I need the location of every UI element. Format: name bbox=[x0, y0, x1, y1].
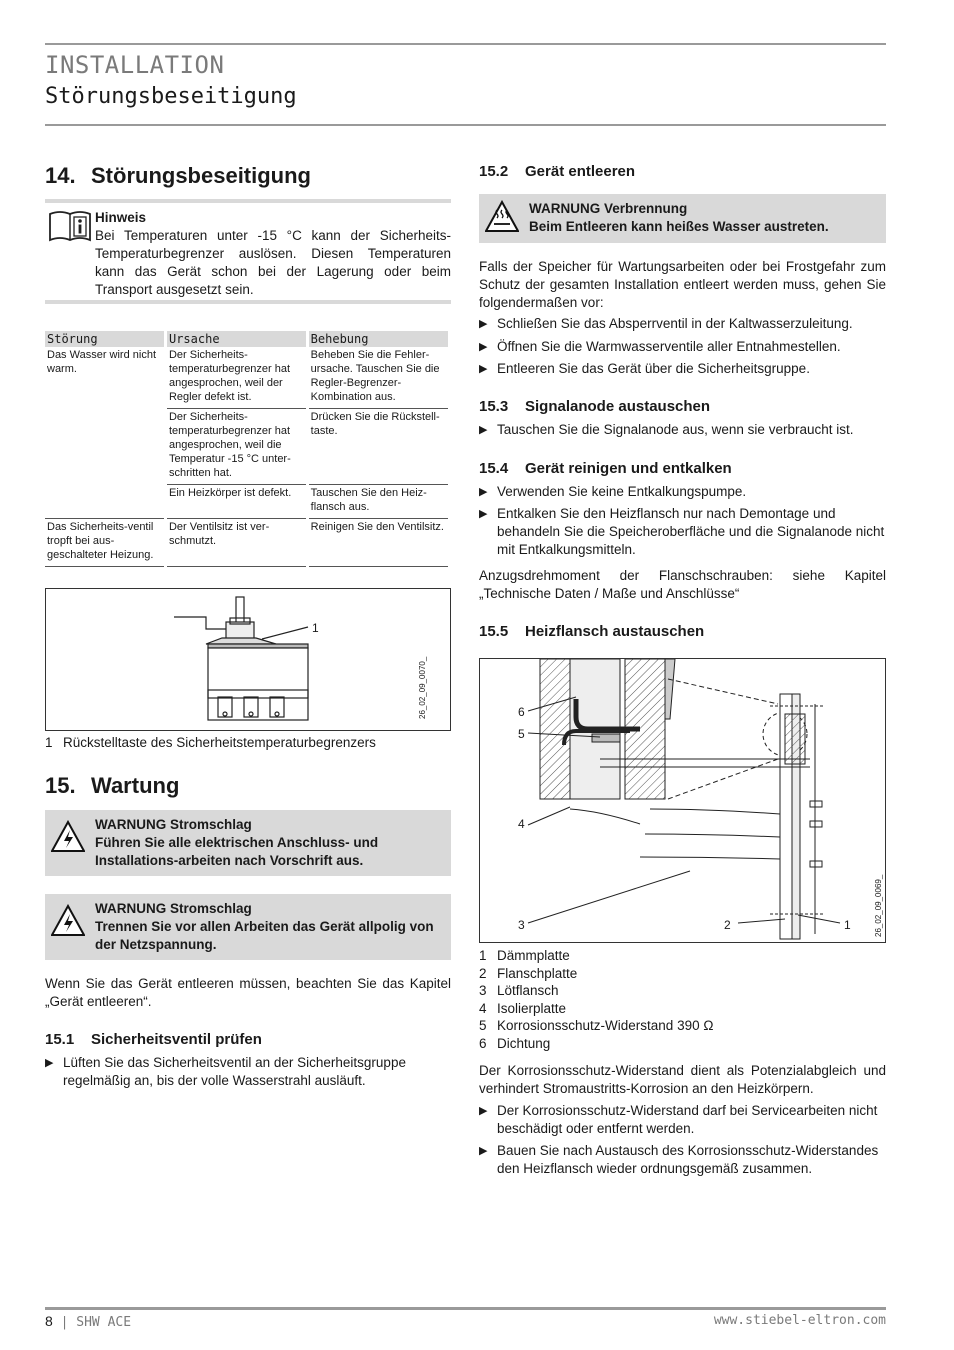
section-15-4-heading: 15.4 Gerät reinigen und entkalken bbox=[479, 460, 732, 477]
info-book-icon bbox=[48, 210, 92, 244]
warning-1-title: WARNUNG Stromschlag bbox=[95, 817, 252, 832]
section-15-intro: Wenn Sie das Gerät entleeren müssen, beachten Sie das Kapitel „Gerät entleeren“. bbox=[45, 976, 451, 1009]
table-row bbox=[45, 485, 450, 519]
list-item: ▶ Verwenden Sie keine Entkalkungspumpe. bbox=[479, 484, 747, 499]
bullet-arrow-icon: ▶ bbox=[479, 1145, 488, 1157]
table-header-cell: Ursache bbox=[165, 331, 307, 347]
section-15-5-heading: 15.5 Heizflansch austauschen bbox=[479, 623, 705, 640]
list-item: 5 Korrosionsschutz-Widerstand 390 Ω bbox=[479, 1018, 714, 1033]
list-item: ▶ Tauschen Sie die Signalanode aus, wenn sie verbraucht ist. bbox=[479, 422, 854, 437]
torque-note: Anzugsdrehmoment der Flanschschrauben: siehe Kapitel „Technische Daten / Maße und Anschlüsse“ bbox=[479, 568, 886, 601]
thermostat-legend: 1 Rückstelltaste des Sicherheitstemperaturbegrenzers bbox=[45, 735, 376, 750]
section-14-heading: 14. Störungsbeseitigung bbox=[45, 163, 311, 188]
thermostat-drawing bbox=[46, 589, 450, 730]
bullet-arrow-icon: ▶ bbox=[479, 424, 488, 436]
flange-callout-3: 3 bbox=[518, 918, 525, 932]
table-header-cell: Behebung bbox=[307, 331, 449, 347]
thermostat-figure-code: 26_02_09_0070_ bbox=[418, 656, 427, 719]
list-item: 3 Lötflansch bbox=[479, 983, 559, 998]
section-15-2-intro: Falls der Speicher für Wartungsarbeiten oder bei Frostgefahr zum Schutz der gesamten Installation entleert werden muss, gehen Sie folgendermaßen vor: bbox=[479, 259, 886, 310]
header-bottom-rule bbox=[45, 124, 886, 126]
hot-surface-warning-icon bbox=[485, 200, 519, 234]
table-header-row bbox=[45, 331, 450, 347]
bullet-arrow-icon: ▶ bbox=[479, 363, 488, 375]
fault-table bbox=[45, 331, 451, 567]
table-cell: Der Sicherheits-temperaturbegrenzer hat angesprochen, weil die Temperatur -15 °C unter-schritten hat. bbox=[165, 409, 307, 485]
section-15-3-heading: 15.3 Signalanode austauschen bbox=[479, 398, 711, 415]
table-cell: Der Sicherheits-temperaturbegrenzer hat angesprochen, weil der Regler defekt ist. bbox=[165, 347, 307, 409]
table-cell: Beheben Sie die Fehler-ursache. Tauschen Sie die Regler-Begrenzer-Kombination aus. bbox=[307, 347, 449, 409]
page-number: 8 bbox=[45, 1313, 53, 1329]
flange-legend bbox=[479, 947, 886, 1052]
table-header-cell: Störung bbox=[45, 331, 165, 347]
heating-flange-drawing bbox=[480, 659, 885, 942]
flange-callout-1: 1 bbox=[844, 918, 851, 932]
corrosion-paragraph: Der Korrosionsschutz-Widerstand dient als Potenzialabgleich und verhindert Stromaustritts-Korrosion an den Heizkörpern. bbox=[479, 1063, 886, 1096]
list-item: ▶ Der Korrosionsschutz-Widerstand darf bei Servicearbeiten nicht beschädigt oder entfernt werden. bbox=[479, 1103, 878, 1136]
warning-electric-1 bbox=[45, 810, 451, 876]
list-item: ▶ Entkalken Sie den Heizflansch nur nach Demontage und behandeln Sie die Speicheroberfläche und die Signalanode nicht mit Entkalkungsmitteln. bbox=[479, 506, 885, 557]
heating-flange-figure bbox=[479, 658, 886, 943]
warning-1-text: Führen Sie alle elektrischen Anschluss- und Installations-arbeiten nach Vorschrift aus. bbox=[95, 835, 379, 868]
product-name: SHW ACE bbox=[76, 1315, 132, 1330]
header-top-rule bbox=[45, 43, 886, 45]
table-row bbox=[45, 347, 450, 409]
hint-title: Hinweis bbox=[95, 210, 147, 225]
flange-callout-4: 4 bbox=[518, 817, 525, 831]
table-cell: Das Wasser wird nicht warm. bbox=[45, 347, 165, 409]
electric-warning-icon bbox=[51, 820, 85, 854]
list-item: ▶ Entleeren Sie das Gerät über die Sicherheitsgruppe. bbox=[479, 361, 810, 376]
thermostat-figure bbox=[45, 588, 451, 731]
warning-2-title: WARNUNG Stromschlag bbox=[95, 901, 252, 916]
table-cell bbox=[45, 409, 165, 485]
warning-electric-2 bbox=[45, 894, 451, 960]
list-item: ▶ Öffnen Sie die Warmwasserventile aller Entnahmestellen. bbox=[479, 339, 841, 354]
section-15-1-heading: 15.1 Sicherheitsventil prüfen bbox=[45, 1031, 262, 1048]
list-item: 2 Flanschplatte bbox=[479, 965, 578, 981]
footer-separator: | bbox=[60, 1315, 69, 1330]
bullet-arrow-icon: ▶ bbox=[479, 508, 488, 520]
section-15-heading: 15. Wartung bbox=[45, 773, 180, 798]
hint-top-bar bbox=[45, 199, 451, 203]
footer-rule bbox=[45, 1307, 886, 1310]
electric-warning-icon bbox=[51, 904, 85, 938]
flange-figure-code: 26_02_09_0069_ bbox=[874, 874, 883, 937]
flange-callout-2: 2 bbox=[724, 918, 731, 932]
list-item: 4 Isolierplatte bbox=[479, 1000, 567, 1016]
table-row bbox=[45, 519, 450, 567]
table-row bbox=[45, 409, 450, 485]
table-cell: Tauschen Sie den Heiz-flansch aus. bbox=[307, 485, 449, 519]
header-section: INSTALLATION bbox=[45, 51, 225, 79]
table-cell: Drücken Sie die Rückstell-taste. bbox=[307, 409, 449, 485]
table-cell: Reinigen Sie den Ventilsitz. bbox=[307, 519, 449, 567]
list-item: ▶ Bauen Sie nach Austausch des Korrosionsschutz-Widerstandes den Heizflansch wieder ordnungsgemäß zusammen. bbox=[479, 1143, 879, 1176]
list-item: 1 Dämmplatte bbox=[479, 948, 570, 963]
bullet-arrow-icon: ▶ bbox=[479, 1105, 488, 1117]
bullet-arrow-icon: ▶ bbox=[45, 1057, 54, 1069]
list-item: ▶ Schließen Sie das Absperrventil in der Kaltwasserzuleitung. bbox=[479, 316, 853, 331]
footer-left bbox=[45, 1312, 131, 1332]
table-cell: Der Ventilsitz ist ver-schmutzt. bbox=[165, 519, 307, 567]
flange-callout-6: 6 bbox=[518, 705, 525, 719]
section-15-2-heading: 15.2 Gerät entleeren bbox=[479, 163, 636, 180]
thermostat-callout-1: 1 bbox=[312, 621, 319, 635]
warning-burn bbox=[479, 194, 886, 243]
hint-bottom-bar bbox=[45, 300, 451, 304]
warning-2-text: Trennen Sie vor allen Arbeiten das Gerät allpolig von der Netzspannung. bbox=[95, 919, 434, 952]
list-item: 6 Dichtung bbox=[479, 1035, 551, 1051]
bullet-arrow-icon: ▶ bbox=[479, 486, 488, 498]
table-cell bbox=[45, 485, 165, 519]
bullet-arrow-icon: ▶ bbox=[479, 341, 488, 353]
hint-text: Bei Temperaturen unter -15 °C kann der Sicherheits-Temperaturbegrenzer auslösen. Diesen Temperaturen kann das Gerät schon bei der Lagerung oder beim Transport ausgesetzt sein. bbox=[95, 228, 451, 297]
header-subsection: Störungsbeseitigung bbox=[45, 84, 297, 109]
footer-url[interactable]: www.stiebel-eltron.com bbox=[713, 1313, 886, 1328]
burn-warning-text: Beim Entleeren kann heißes Wasser austreten. bbox=[529, 219, 829, 234]
burn-warning-title: WARNUNG Verbrennung bbox=[529, 201, 688, 216]
bullet-arrow-icon: ▶ bbox=[479, 318, 488, 330]
table-cell: Das Sicherheits-ventil tropft bei aus-geschalteter Heizung. bbox=[45, 519, 165, 567]
flange-callout-5: 5 bbox=[518, 727, 525, 741]
list-item: ▶ Lüften Sie das Sicherheitsventil an der Sicherheitsgruppe regelmäßig an, bis der volle Wasserstrahl ausläuft. bbox=[45, 1055, 406, 1088]
table-cell: Ein Heizkörper ist defekt. bbox=[165, 485, 307, 519]
